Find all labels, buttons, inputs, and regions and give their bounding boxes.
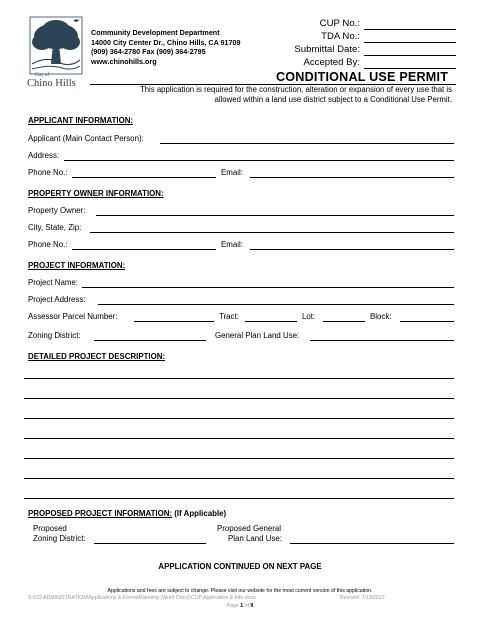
description-line[interactable] [24, 418, 454, 419]
owner-email-field[interactable] [250, 249, 454, 250]
footer-file-path: S:\CD ADMINISTRATION\Applications & Forms\Planning (Word Docs)\CUP Application & Info.docx [28, 595, 256, 601]
city-state-zip-label: City, State, Zip: [28, 223, 82, 232]
applicant-heading: APPLICANT INFORMATION: [28, 116, 134, 125]
accepted-by-label: Accepted By: [303, 57, 360, 68]
description-line[interactable] [24, 478, 454, 479]
applicant-phone-field[interactable] [72, 177, 216, 178]
owner-heading: PROPERTY OWNER INFORMATION: [28, 189, 164, 198]
proposed-zoning-label-line1: Proposed [33, 524, 67, 533]
proposed-gp-field[interactable] [290, 543, 454, 544]
zoning-district-field[interactable] [94, 340, 206, 341]
department-name: Community Development Department [91, 28, 220, 37]
proposed-heading [28, 509, 226, 518]
description-line[interactable] [24, 378, 454, 379]
form-title: CONDITIONAL USE PERMIT [276, 70, 449, 84]
owner-phone-label: Phone No.: [28, 240, 68, 249]
tract-label: Tract: [219, 312, 239, 321]
applicant-address-field[interactable] [64, 160, 454, 161]
block-label: Block: [370, 312, 392, 321]
general-plan-label: General Plan Land Use: [215, 331, 300, 340]
department-website: www.chinohills.org [91, 56, 157, 66]
main-contact-field[interactable] [160, 143, 454, 144]
footer-revised: Revised: 7/19/2022 [340, 595, 385, 601]
department-info [91, 28, 241, 66]
project-heading: PROJECT INFORMATION: [28, 261, 126, 270]
owner-email-label: Email: [221, 240, 243, 249]
accepted-by-field[interactable] [364, 68, 456, 69]
project-name-label: Project Name: [28, 278, 78, 287]
cup-no-field[interactable] [364, 29, 456, 30]
lot-label: Lot: [302, 312, 316, 321]
submittal-date-field[interactable] [364, 55, 456, 56]
proposed-heading-main: PROPOSED PROJECT INFORMATION: [28, 509, 173, 518]
proposed-zoning-field[interactable] [94, 543, 206, 544]
applicant-address-label: Address: [28, 151, 60, 160]
description-line[interactable] [24, 458, 454, 459]
page-prefix: Page [226, 603, 241, 609]
page-total: 9 [250, 603, 254, 609]
logo-city-prefix: City of [35, 73, 50, 78]
logo-city-name: Chino Hills [27, 78, 76, 89]
main-contact-label: Applicant (Main Contact Person): [28, 134, 144, 143]
submittal-date-label: Submittal Date: [294, 44, 360, 55]
applicant-email-field[interactable] [250, 177, 454, 178]
cup-no-label: CUP No.: [319, 18, 360, 29]
city-state-zip-field[interactable] [90, 232, 454, 233]
zoning-district-label: Zoning District: [28, 331, 81, 340]
proposed-gp-label-line1: Proposed General [217, 524, 282, 533]
tda-no-field[interactable] [364, 42, 456, 43]
proposed-gp-label-line2: Plan Land Use: [228, 534, 282, 543]
city-logo [26, 14, 86, 92]
owner-phone-field[interactable] [72, 249, 216, 250]
apn-label: Assessor Parcel Number: [28, 312, 118, 321]
form-intro [92, 85, 452, 105]
intro-line-2: allowed within a land use district subject to a Conditional Use Permit. [214, 95, 452, 104]
applicant-phone-label: Phone No.: [28, 168, 68, 177]
department-phone: (909) 364-2780 Fax (909) 364-2795 [91, 47, 206, 57]
description-line[interactable] [24, 398, 454, 399]
applicant-email-label: Email: [221, 168, 243, 177]
tda-no-label: TDA No.: [321, 31, 360, 42]
continued-notice: APPLICATION CONTINUED ON NEXT PAGE [158, 562, 322, 571]
proposed-zoning-label-line2: Zoning District: [33, 534, 86, 543]
block-field[interactable] [400, 321, 454, 322]
department-address: 14000 City Center Dr., Chino Hills, CA 91709 [91, 37, 241, 47]
intro-line-1: This application is required for the construction, alteration or expansion of every use that is [139, 85, 452, 94]
apn-field[interactable] [134, 321, 214, 322]
project-address-field[interactable] [98, 304, 454, 305]
description-heading: DETAILED PROJECT DESCRIPTION: [28, 352, 166, 361]
proposed-heading-suffix: (If Applicable) [172, 509, 227, 518]
general-plan-field[interactable] [310, 340, 454, 341]
page-of: of [243, 603, 251, 609]
description-line[interactable] [24, 498, 454, 499]
tract-field[interactable] [245, 321, 297, 322]
page-current: 1 [240, 603, 244, 609]
project-address-label: Project Address: [28, 295, 86, 304]
lot-field[interactable] [323, 321, 365, 322]
property-owner-field[interactable] [96, 215, 454, 216]
property-owner-label: Property Owner: [28, 206, 86, 215]
project-name-field[interactable] [82, 287, 454, 288]
description-line[interactable] [24, 438, 454, 439]
footer-notice: Applications and fees are subject to change. Please visit our website for the most current version of this application. [107, 588, 373, 594]
footer-page-number [0, 603, 480, 609]
